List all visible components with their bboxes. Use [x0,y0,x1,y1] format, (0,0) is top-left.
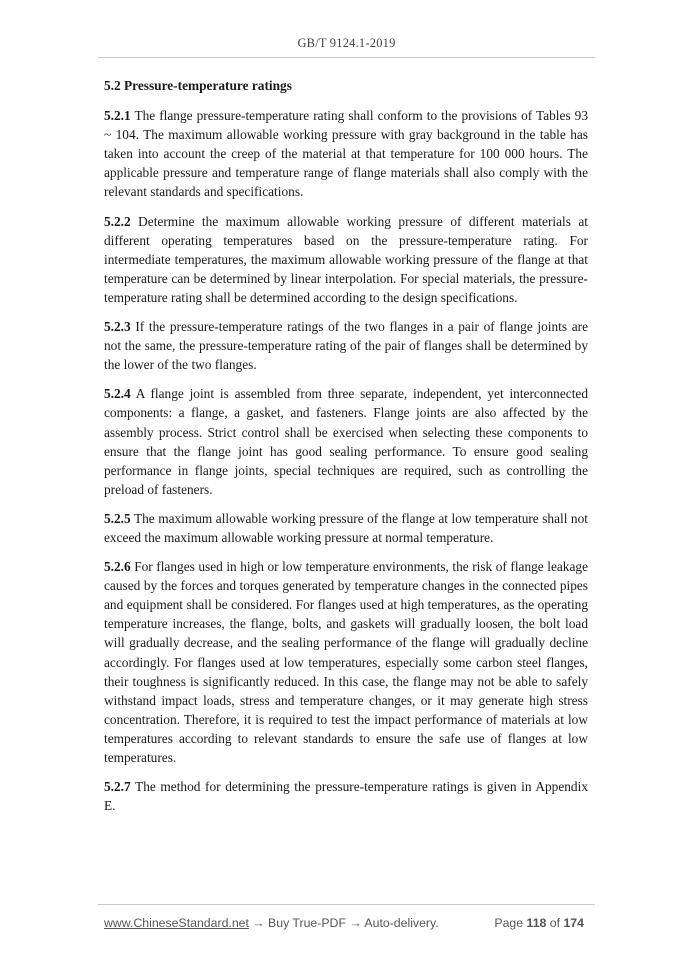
website-link[interactable]: www.ChineseStandard.net [104,916,249,930]
clause-text: The maximum allowable working pressure of the flange at low temperature shall not exceed the maximum allowable working pressure at normal temperature. [104,510,588,545]
clause-number: 5.2.1 [104,108,131,124]
clause-5-2-6 [104,557,588,767]
clause-text: For flanges used in high or low temperature environments, the risk of flange leakage caused by the forces and torques generated by temperature changes in the connected pipes and equipment shall be considered. For flanges used at high temperatures, as the operating temperature increases, the flange, bolts, and gaskets will gradually loosen, the bolt load will gradually decrease, and the sealing performance of the flange will gradually decline accordingly. For flanges used at low temperatures, especially some carbon steel flanges, their toughness is significantly reduced. In this case, the flange may not be able to safely withstand impact loads, stress and temperature changes, or it may generate high stress concentration. Therefore, it is required to test the impact performance of materials at low temperatures according to relevant standards to ensure the safe use of flanges at low temperatures. [104,559,588,765]
clause-text: A flange joint is assembled from three separate, independent, yet interconnected components: a flange, a gasket, and fasteners. Flange joints are also affected by the assembly process. Strict control shall be exercised when selecting these components to ensure that the flange joint has good sealing performance. To ensure good sealing performance in flange joints, special techniques are required, such as controlling the preload of fasteners. [104,386,588,497]
clause-text: The flange pressure-temperature rating shall conform to the provisions of Tables 93 ~ 104. The maximum allowable working pressure with gray background in the table has taken into account the creep of the material at that temperature for 100 000 hours. The applicable pressure and temperature range of flange materials shall also comply with the relevant standards and specifications. [104,108,588,200]
clause-number: 5.2.4 [104,386,131,402]
clause-number: 5.2.7 [104,779,131,795]
clause-number: 5.2.3 [104,319,131,335]
clause-number: 5.2.6 [104,559,131,575]
clause-number: 5.2.2 [104,213,131,229]
clause-5-2-3 [104,317,588,374]
total-pages: 174 [563,916,584,930]
footer-divider [98,904,595,905]
page-indicator [494,916,584,930]
clause-5-2-4 [104,384,588,499]
clause-text: Determine the maximum allowable working pressure of different materials at different operating temperatures based on the pressure-temperature rating. For intermediate temperatures, the maximum allowable working pressure of the flange at that temperature can be determined by linear interpolation. For special materials, the pressure-temperature rating shall be determined according to the design specifications. [104,213,588,305]
document-body [104,76,588,825]
page-footer [104,916,588,930]
clause-5-2-2 [104,212,588,307]
of-label: of [546,916,564,930]
header-divider [98,57,595,58]
page-label: Page [494,916,527,930]
clause-text: If the pressure-temperature ratings of the two flanges in a pair of flange joints are not the same, the pressure-temperature rating of the pair of flanges shall be determined by the lower of the two flanges. [104,319,588,373]
promo-text: → Buy True-PDF → Auto-delivery. [248,916,439,930]
document-code-header: GB/T 9124.1-2019 [297,36,396,50]
section-title: 5.2 Pressure-temperature ratings [104,78,292,93]
clause-5-2-1 [104,106,588,201]
clause-number: 5.2.5 [104,510,131,526]
clause-5-2-5 [104,509,588,547]
clause-text: The method for determining the pressure-temperature ratings is given in Appendix E. [104,779,588,814]
current-page-number: 118 [526,916,547,930]
clause-5-2-7 [104,777,588,815]
